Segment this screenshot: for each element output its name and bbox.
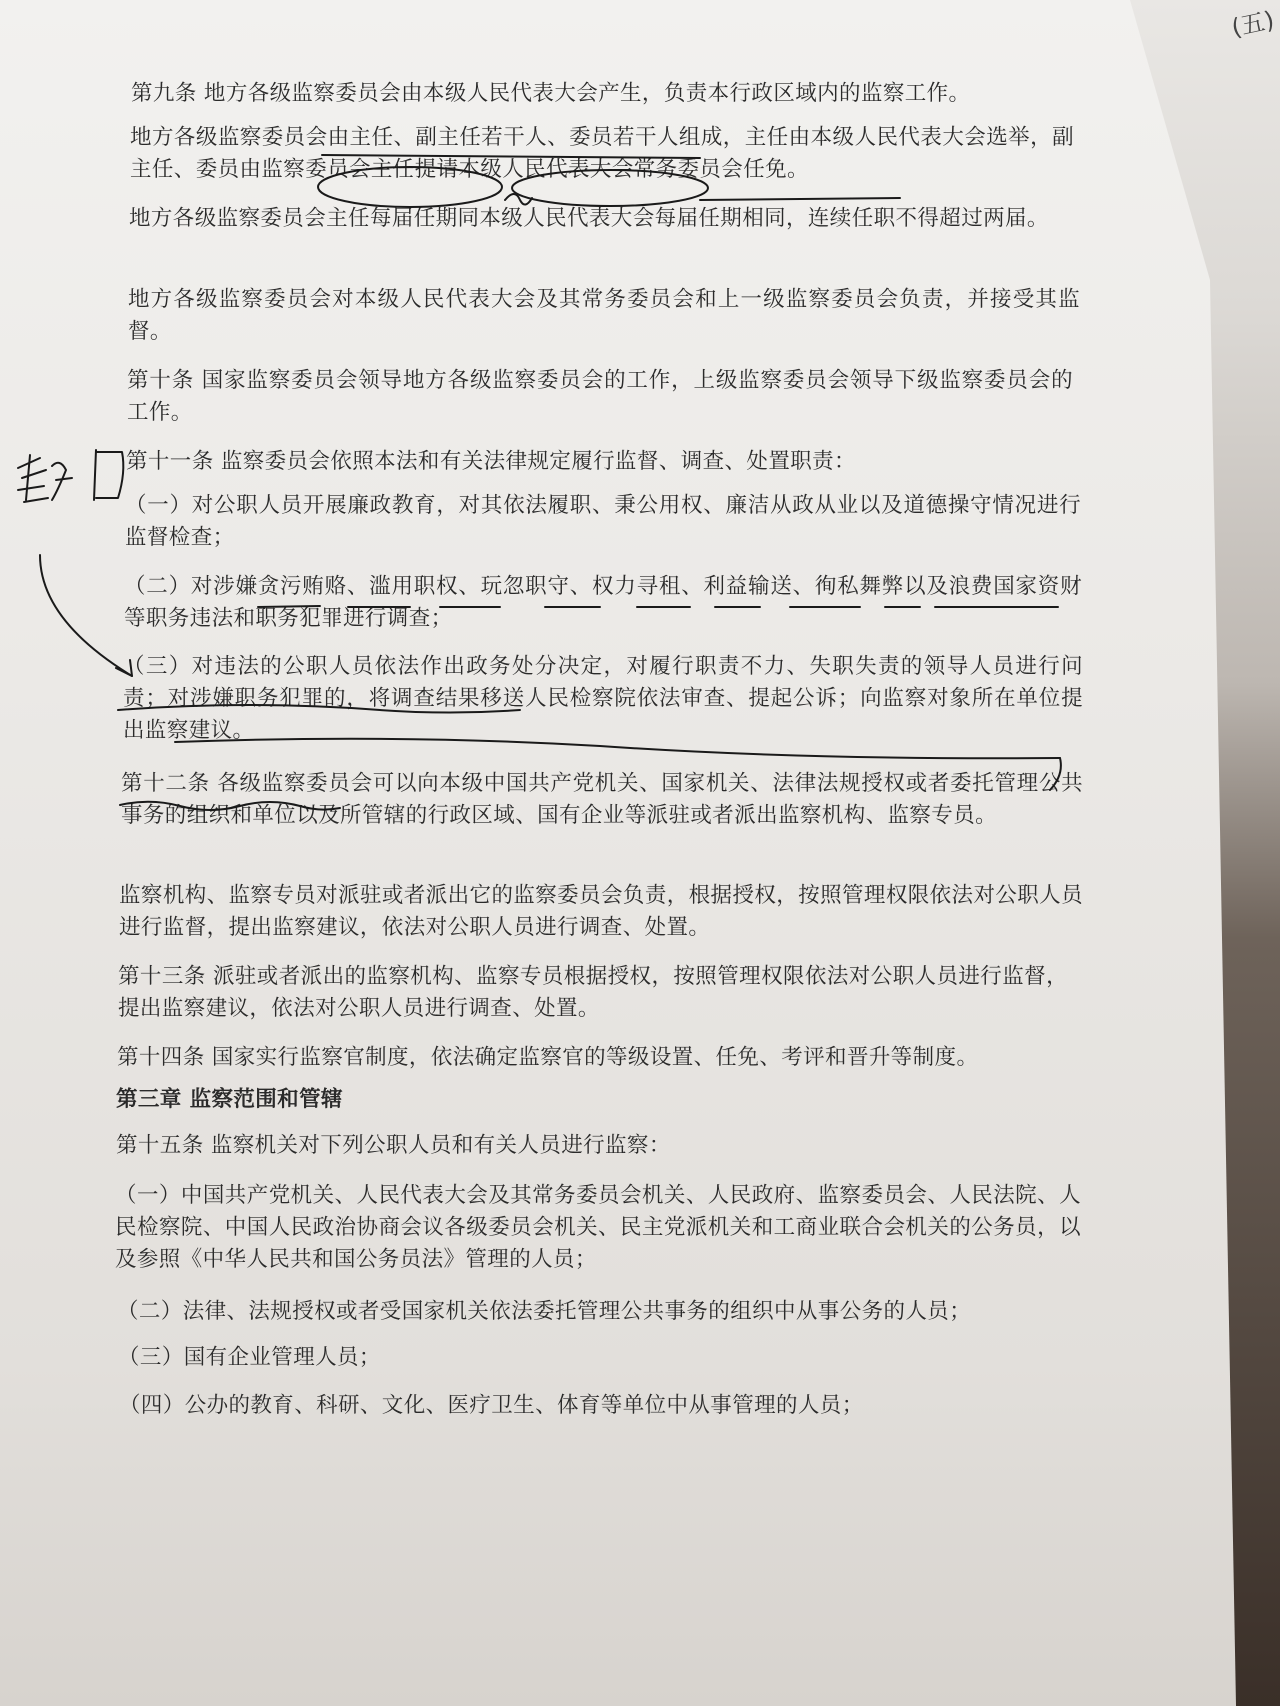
article-13: 第十三条 派驻或者派出的监察机构、监察专员根据授权，按照管理权限依法对公职人员进行监督，提出监察建议，依法对公职人员进行调查、处置。 [118,964,1068,1021]
article-10: 第十条 国家监察委员会领导地方各级监察委员会的工作，上级监察委员会领导下级监察委员会的工作。 [127,368,1073,425]
article-15-item-1: （一）中国共产党机关、人民代表大会及其常务委员会机关、人民政府、监察委员会、人民法院、人民检察院、中国人民政治协商会议各级委员会机关、民主党派机关和工商业联合会机关的公务员，以及参照《中华人民共和国公务员法》管理的人员； [115,1183,1081,1272]
chapter-3-heading: 第三章 监察范围和管辖 [116,1087,343,1112]
article-9-para-2: 地方各级监察委员会由主任、副主任若干人、委员若干人组成，主任由本级人民代表大会选举，副主任、委员由监察委员会主任提请本级人民代表大会常务委员会任免。 [130,125,1074,182]
article-12-para-2: 监察机构、监察专员对派驻或者派出它的监察委员会负责，根据授权，按照管理权限依法对公职人员进行监督，提出监察建议，依法对公职人员进行调查、处置。 [119,883,1083,940]
article-15: 第十五条 监察机关对下列公职人员和有关人员进行监察： [116,1133,671,1158]
article-9-para-4: 地方各级监察委员会对本级人民代表大会及其常务委员会和上一级监察委员会负责，并接受其监督。 [128,287,1080,344]
adjacent-page-text: (五) [1229,5,1277,43]
article-11: 第十一条 监察委员会依照本法和有关法律规定履行监督、调查、处置职责： [126,449,856,474]
article-9: 第九条 地方各级监察委员会由本级人民代表大会产生，负责本行政区域内的监察工作。 [131,81,971,106]
article-9-para-3: 地方各级监察委员会主任每届任期同本级人民代表大会每届任期相同，连续任职不得超过两届。 [129,206,1049,231]
article-15-item-3: （三）国有企业管理人员； [118,1345,381,1370]
article-11-item-3: （三）对违法的公职人员依法作出政务处分决定，对履行职责不力、失职失责的领导人员进行问责；对涉嫌职务犯罪的，将调查结果移送人民检察院依法审查、提起公诉；向监察对象所在单位提出监察建议。 [123,654,1083,743]
article-15-item-4: （四）公办的教育、科研、文化、医疗卫生、体育等单位中从事管理的人员； [119,1393,864,1418]
article-11-item-1: （一）对公职人员开展廉政教育，对其依法履职、秉公用权、廉洁从政从业以及道德操守情况进行监督检查； [125,493,1081,550]
article-11-item-2: （二）对涉嫌贪污贿赂、滥用职权、玩忽职守、权力寻租、利益输送、徇私舞弊以及浪费国家资财等职务违法和职务犯罪进行调查； [124,574,1082,631]
article-12: 第十二条 各级监察委员会可以向本级中国共产党机关、国家机关、法律法规授权或者委托管理公共事务的组织和单位以及所管辖的行政区域、国有企业等派驻或者派出监察机构、监察专员。 [121,771,1083,828]
article-14: 第十四条 国家实行监察官制度，依法确定监察官的等级设置、任免、考评和晋升等制度。 [117,1045,979,1070]
article-15-item-2: （二）法律、法规授权或者受国家机关依法委托管理公共事务的组织中从事公务的人员； [117,1299,972,1324]
